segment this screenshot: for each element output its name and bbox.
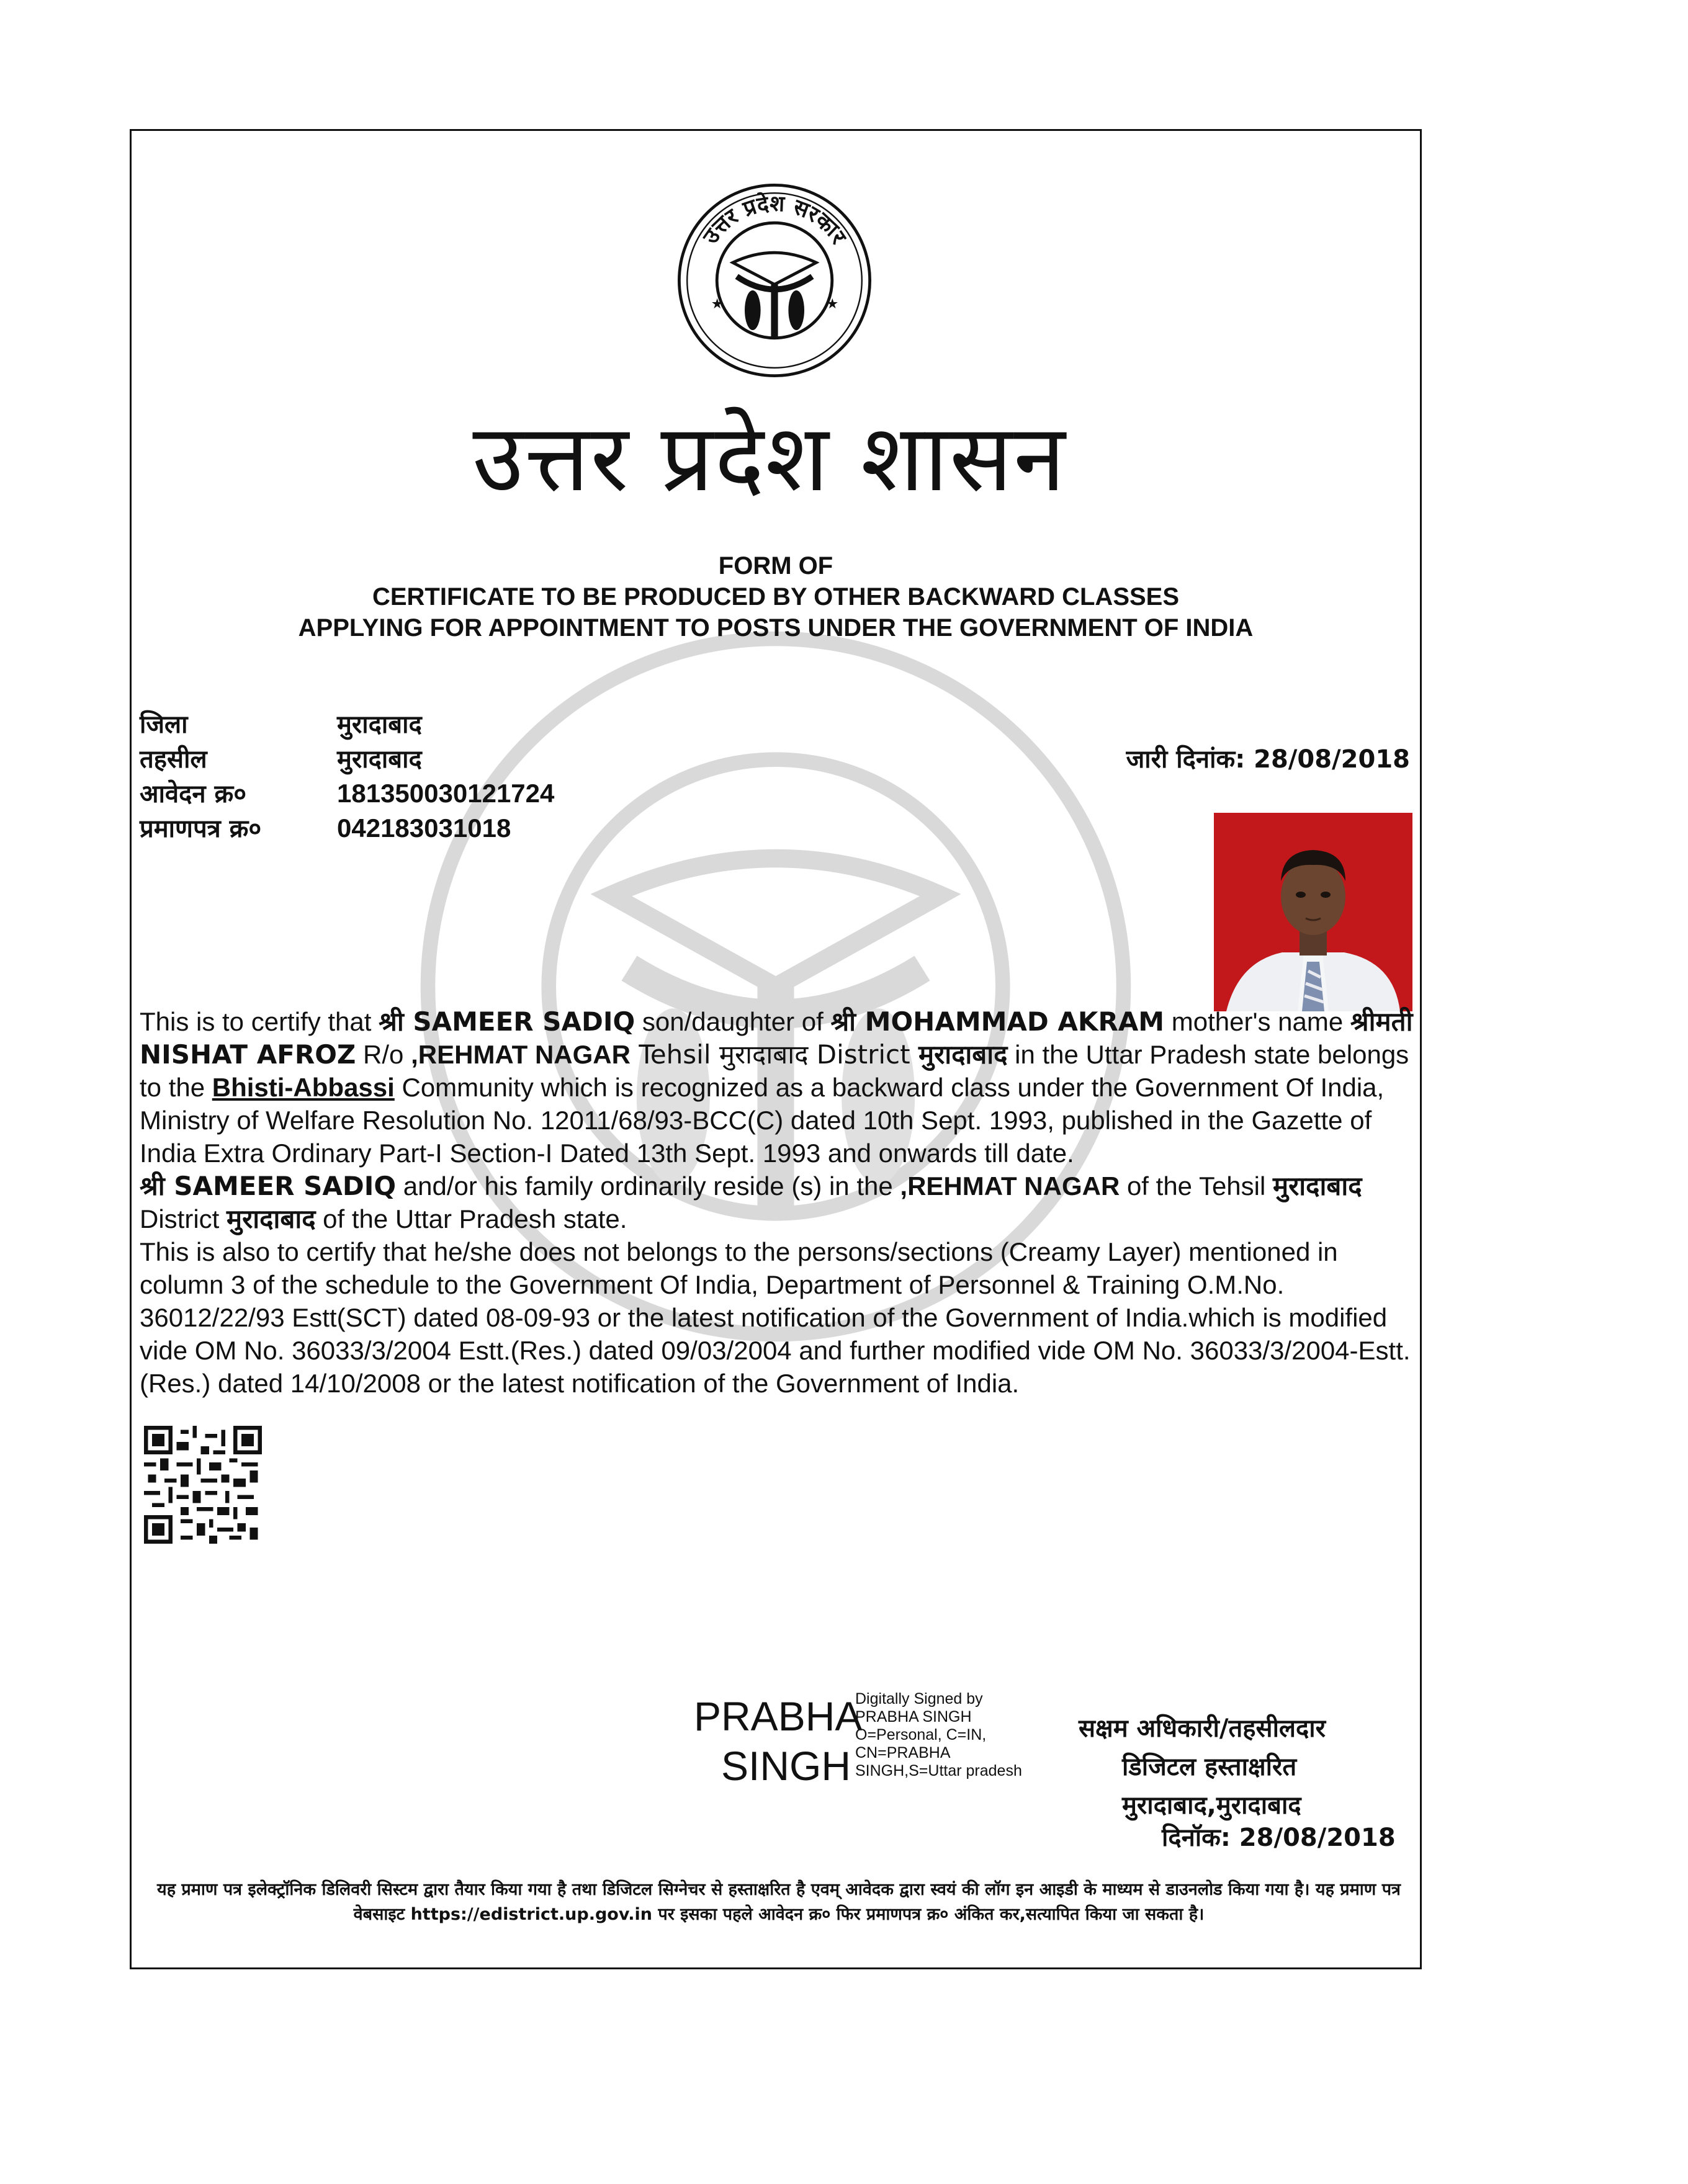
officer-location: मुरादाबाद,मुरादाबाद — [1122, 1791, 1301, 1820]
certificate-body — [140, 1005, 1413, 1400]
up-emblem-icon — [675, 181, 874, 380]
father-name: श्री MOHAMMAD AKRAM — [830, 1006, 1165, 1037]
tehsil-row — [140, 741, 422, 775]
creamy-layer-paragraph: This is also to certify that he/she does not belongs to the persons/sections (Creamy Layer) mentioned in column 3 of the schedule to the Government Of India, Department of Personnel & Training O.M.No. 36012/22/93 Estt(SCT) dated 08-09-93 or the latest notification of the Government of India.which is modified vide OM No. 36033/3/2004 Estt.(Res.) dated 09/03/2004 and further modified vide OM No. 36033/3/2004-Estt. (Res.) dated 14/10/2008 or the latest notification of the Government of India. — [140, 1237, 1411, 1398]
officer-digital-signed: डिजिटल हस्ताक्षरित — [1122, 1753, 1297, 1781]
district-label: जिला — [140, 710, 188, 739]
application-label: आवेदन क्र० — [140, 780, 247, 808]
applicant-name: श्री SAMEER SADIQ — [379, 1006, 635, 1037]
application-row — [140, 776, 554, 810]
district-name: मुरादाबाद — [918, 1039, 1008, 1070]
signature-name-line-2: SINGH — [721, 1743, 851, 1789]
certification-paragraph: This is to certify that श्री SAMEER SADIQ son/daughter of श्री MOHAMMAD AKRAM mother's name श्रीमती NISHAT AFROZ R/o ,REHMAT NAGAR Tehsil मुरादाबाद District मुरादाबाद in the Uttar Pradesh state belongs to the Bhisti-Abbassi Community which is recognized as a backward class under the Government Of India, Ministry of Welfare Resolution No. 12011/68/93-BCC(C) dated 10th Sept. 1993, published in the Gazette of India Extra Ordinary Part-I Section-I Dated 13th Sept. 1993 and onwards till date. — [140, 1006, 1413, 1168]
address-2: ,REHMAT NAGAR — [900, 1171, 1120, 1201]
certificate-label: प्रमाणपत्र क्र० — [140, 815, 262, 843]
tehsil-label: तहसील — [140, 745, 207, 774]
residence-paragraph: श्री SAMEER SADIQ and/or his family ordinarily reside (s) in the ,REHMAT NAGAR of the Tehsil मुरादाबाद District मुरादाबाद of the Uttar Pradesh state. — [140, 1171, 1362, 1234]
certificate-row — [140, 810, 511, 844]
heading-line-2: CERTIFICATE TO BE PRODUCED BY OTHER BACKWARD CLASSES — [372, 583, 1180, 611]
mother-name: श्रीमती NISHAT AFROZ — [140, 1006, 1413, 1070]
svg-text:उत्तर प्रदेश सरकार: उत्तर प्रदेश सरकार — [698, 190, 851, 249]
officer-designation: सक्षम अधिकारी/तहसीलदार — [1079, 1714, 1326, 1743]
heading-line-1: FORM OF — [718, 552, 833, 580]
footer-note: यह प्रमाण पत्र इलेक्ट्रॉनिक डिलिवरी सिस्टम द्वारा तैयार किया गया है तथा डिजिटल सिग्नेचर से हस्ताक्षरित है एवम् आवेदक द्वारा स्वयं की लॉग इन आइडी के माध्यम से डाउनलोड किया गया है। यह प्रमाण पत्र वेबसाइट https://edistrict.up.gov.in पर इसका पहले आवेदन क्र० फिर प्रमाणपत्र क्र० अंकित कर,सत्यापित किया जा सकता है। — [157, 1880, 1401, 1924]
issue-date: जारी दिनांक: 28/08/2018 — [1126, 745, 1410, 774]
caste-name: Bhisti-Abbassi — [212, 1073, 395, 1102]
svg-text:★: ★ — [711, 295, 724, 311]
address: ,REHMAT NAGAR — [411, 1040, 631, 1069]
signature-name-line-1: PRABHA — [694, 1693, 863, 1739]
application-number: 181350030121724 — [337, 779, 555, 808]
district-row — [140, 706, 422, 740]
svg-text:★: ★ — [826, 295, 839, 311]
digital-signature-details: Digitally Signed by PRABHA SINGH O=Personal, C=IN, CN=PRABHA SINGH,S=Uttar pradesh — [855, 1690, 1022, 1779]
heading-line-3: APPLYING FOR APPOINTMENT TO POSTS UNDER THE GOVERNMENT OF INDIA — [298, 614, 1254, 642]
district-value: मुरादाबाद — [337, 710, 422, 739]
tehsil-value: मुरादाबाद — [337, 745, 422, 774]
applicant-name-2: श्री SAMEER SADIQ — [140, 1171, 397, 1201]
officer-date: दिनॉक: 28/08/2018 — [1162, 1824, 1396, 1852]
applicant-photo — [1214, 813, 1412, 1011]
certificate-number: 042183031018 — [337, 813, 511, 843]
page-title: उत्तर प्रदेश शासन — [472, 405, 1067, 512]
qr-code[interactable] — [144, 1426, 262, 1544]
